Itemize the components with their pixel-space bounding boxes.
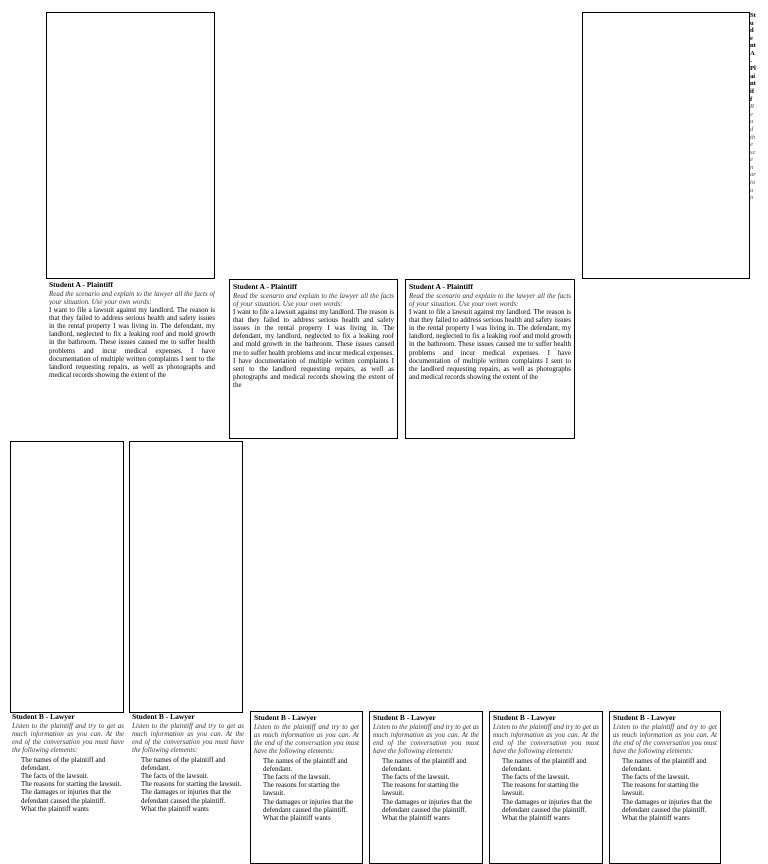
card-title: Student B - Lawyer [254, 713, 317, 722]
card-scenario: I want to file a lawsuit against my landlord. The reason is that they failed to address serious health and safety issues in the rental property I was living in. The defendant, my landlord, neglected to fix a leaking roof and mold growth in the bathroom. These issues caused me to suffer health problems and incur medical expenses. I have documentation of multiple written complaints I sent to the landlord requesting repairs, as well as photographs and medical records showing the extent of the [233, 307, 395, 390]
list-item: What the plaintiff wants [382, 813, 450, 822]
card-title: Student A - Plaintiff [49, 281, 113, 289]
list-item: The reasons for starting the lawsuit. [382, 781, 459, 798]
list-item: The facts of the lawsuit. [141, 771, 209, 780]
list-item: The facts of the lawsuit. [622, 772, 690, 781]
list-item: The reasons for starting the lawsuit. [502, 781, 579, 798]
student-b-card-6 [609, 711, 721, 864]
list-item: The facts of the lawsuit. [21, 771, 89, 780]
list-item: What the plaintiff wants [622, 813, 690, 822]
elements-list [254, 757, 359, 823]
card-title: Student A - Plaintiff [409, 282, 473, 291]
list-item: The facts of the lawsuit. [382, 772, 450, 781]
image-frame-a2 [582, 12, 750, 279]
student-a-card-3 [405, 279, 575, 439]
list-item: What the plaintiff wants [263, 813, 331, 822]
vertical-instructions: Read the scenario an [750, 103, 756, 202]
card-instructions: Read the scenario and explain to the lawyer all the facts of your situation. Use your own words: [409, 291, 571, 308]
card-title: Student B - Lawyer [493, 713, 556, 722]
elements-list [493, 757, 599, 823]
image-frame-b2 [129, 441, 243, 713]
card-instructions: Read the scenario and explain to the lawyer all the facts of your situation. Use your own words: [49, 289, 215, 306]
card-title: Student B - Lawyer [12, 713, 75, 721]
card-title: Student A - Plaintiff [233, 282, 297, 291]
vertical-strip-student-a [750, 12, 762, 432]
list-item: What the plaintiff wants [21, 804, 89, 813]
list-item: What the plaintiff wants [502, 813, 570, 822]
list-item: The names of the plaintiff and defendant. [141, 755, 226, 772]
list-item: The reasons for starting the lawsuit. [141, 780, 242, 789]
card-instructions: Listen to the plaintiff and try to get as much information as you can. At the end of the conversation you must have the following elements: [12, 721, 124, 754]
list-item: The damages or injuries that the defendant caused the plaintiff. [382, 797, 472, 814]
list-item: The damages or injuries that the defendant caused the plaintiff. [21, 788, 111, 805]
card-title: Student B - Lawyer [373, 713, 436, 722]
student-b-card-4 [369, 711, 483, 864]
card-instructions: Listen to the plaintiff and try to get as much information as you can. At the end of the conversation you must have the following elements: [254, 722, 359, 755]
image-frame-b1 [10, 441, 124, 713]
list-item: The damages or injuries that the defendant caused the plaintiff. [622, 797, 712, 814]
list-item: The damages or injuries that the defendant caused the plaintiff. [141, 788, 231, 805]
list-item: The names of the plaintiff and defendant. [263, 756, 348, 773]
vertical-title: Student A - Plaintiff [750, 12, 756, 103]
card-instructions: Listen to the plaintiff and try to get as much information as you can. At the end of the conversation you must have the following elements: [132, 721, 244, 754]
student-b-card-1 [12, 713, 124, 864]
list-item: The damages or injuries that the defendant caused the plaintiff. [263, 797, 353, 814]
list-item: The damages or injuries that the defendant caused the plaintiff. [502, 797, 592, 814]
list-item: The names of the plaintiff and defendant. [21, 755, 106, 772]
elements-list [613, 757, 717, 823]
card-title: Student B - Lawyer [132, 713, 195, 721]
student-b-card-3 [250, 711, 363, 864]
card-instructions: Listen to the plaintiff and try to get as much information as you can. At the end of the conversation you must have the following elements: [373, 722, 479, 755]
list-item: The reasons for starting the lawsuit. [21, 780, 122, 789]
card-instructions: Read the scenario and explain to the lawyer all the facts of your situation. Use your own words: [233, 291, 394, 308]
list-item: What the plaintiff wants [141, 804, 209, 813]
student-b-card-5 [489, 711, 603, 864]
list-item: The names of the plaintiff and defendant. [382, 756, 467, 773]
card-instructions: Listen to the plaintiff and try to get as much information as you can. At the end of the conversation you must have the following elements: [613, 722, 717, 755]
card-title: Student B - Lawyer [613, 713, 676, 722]
elements-list [12, 756, 124, 813]
list-item: The facts of the lawsuit. [502, 772, 570, 781]
elements-list [132, 756, 244, 813]
list-item: The reasons for starting the lawsuit. [622, 781, 699, 798]
card-instructions: Listen to the plaintiff and try to get as much information as you can. At the end of the conversation you must have the following elements: [493, 722, 599, 755]
elements-list [373, 757, 479, 823]
card-scenario: I want to file a lawsuit against my landlord. The reason is that they failed to address serious health and safety issues in the rental property I was living in. The defendant, my landlord, neglected to fix a leaking roof and mold growth in the bathroom. These issues caused me to suffer health problems and incur medical expenses. I have documentation of multiple written complaints I sent to the landlord requesting repairs, as well as photographs and medical records showing the extent of the [49, 305, 215, 380]
list-item: The names of the plaintiff and defendant. [622, 756, 707, 773]
student-a-card-1 [49, 281, 215, 439]
card-scenario: I want to file a lawsuit against my landlord. The reason is that they failed to address serious health and safety issues in the rental property I was living in. The defendant, my landlord, neglected to fix a leaking roof and mold growth in the bathroom. These issues caused me to suffer health problems and incur medical expenses. I have documentation of multiple written complaints I sent to the landlord requesting repairs, as well as photographs and medical records showing the extent of the [409, 307, 571, 382]
list-item: The facts of the lawsuit. [263, 772, 331, 781]
student-b-card-2 [132, 713, 244, 864]
image-frame-a1 [46, 12, 215, 279]
list-item: The reasons for starting the lawsuit. [263, 781, 340, 798]
student-a-card-2 [229, 279, 398, 439]
list-item: The names of the plaintiff and defendant. [502, 756, 587, 773]
